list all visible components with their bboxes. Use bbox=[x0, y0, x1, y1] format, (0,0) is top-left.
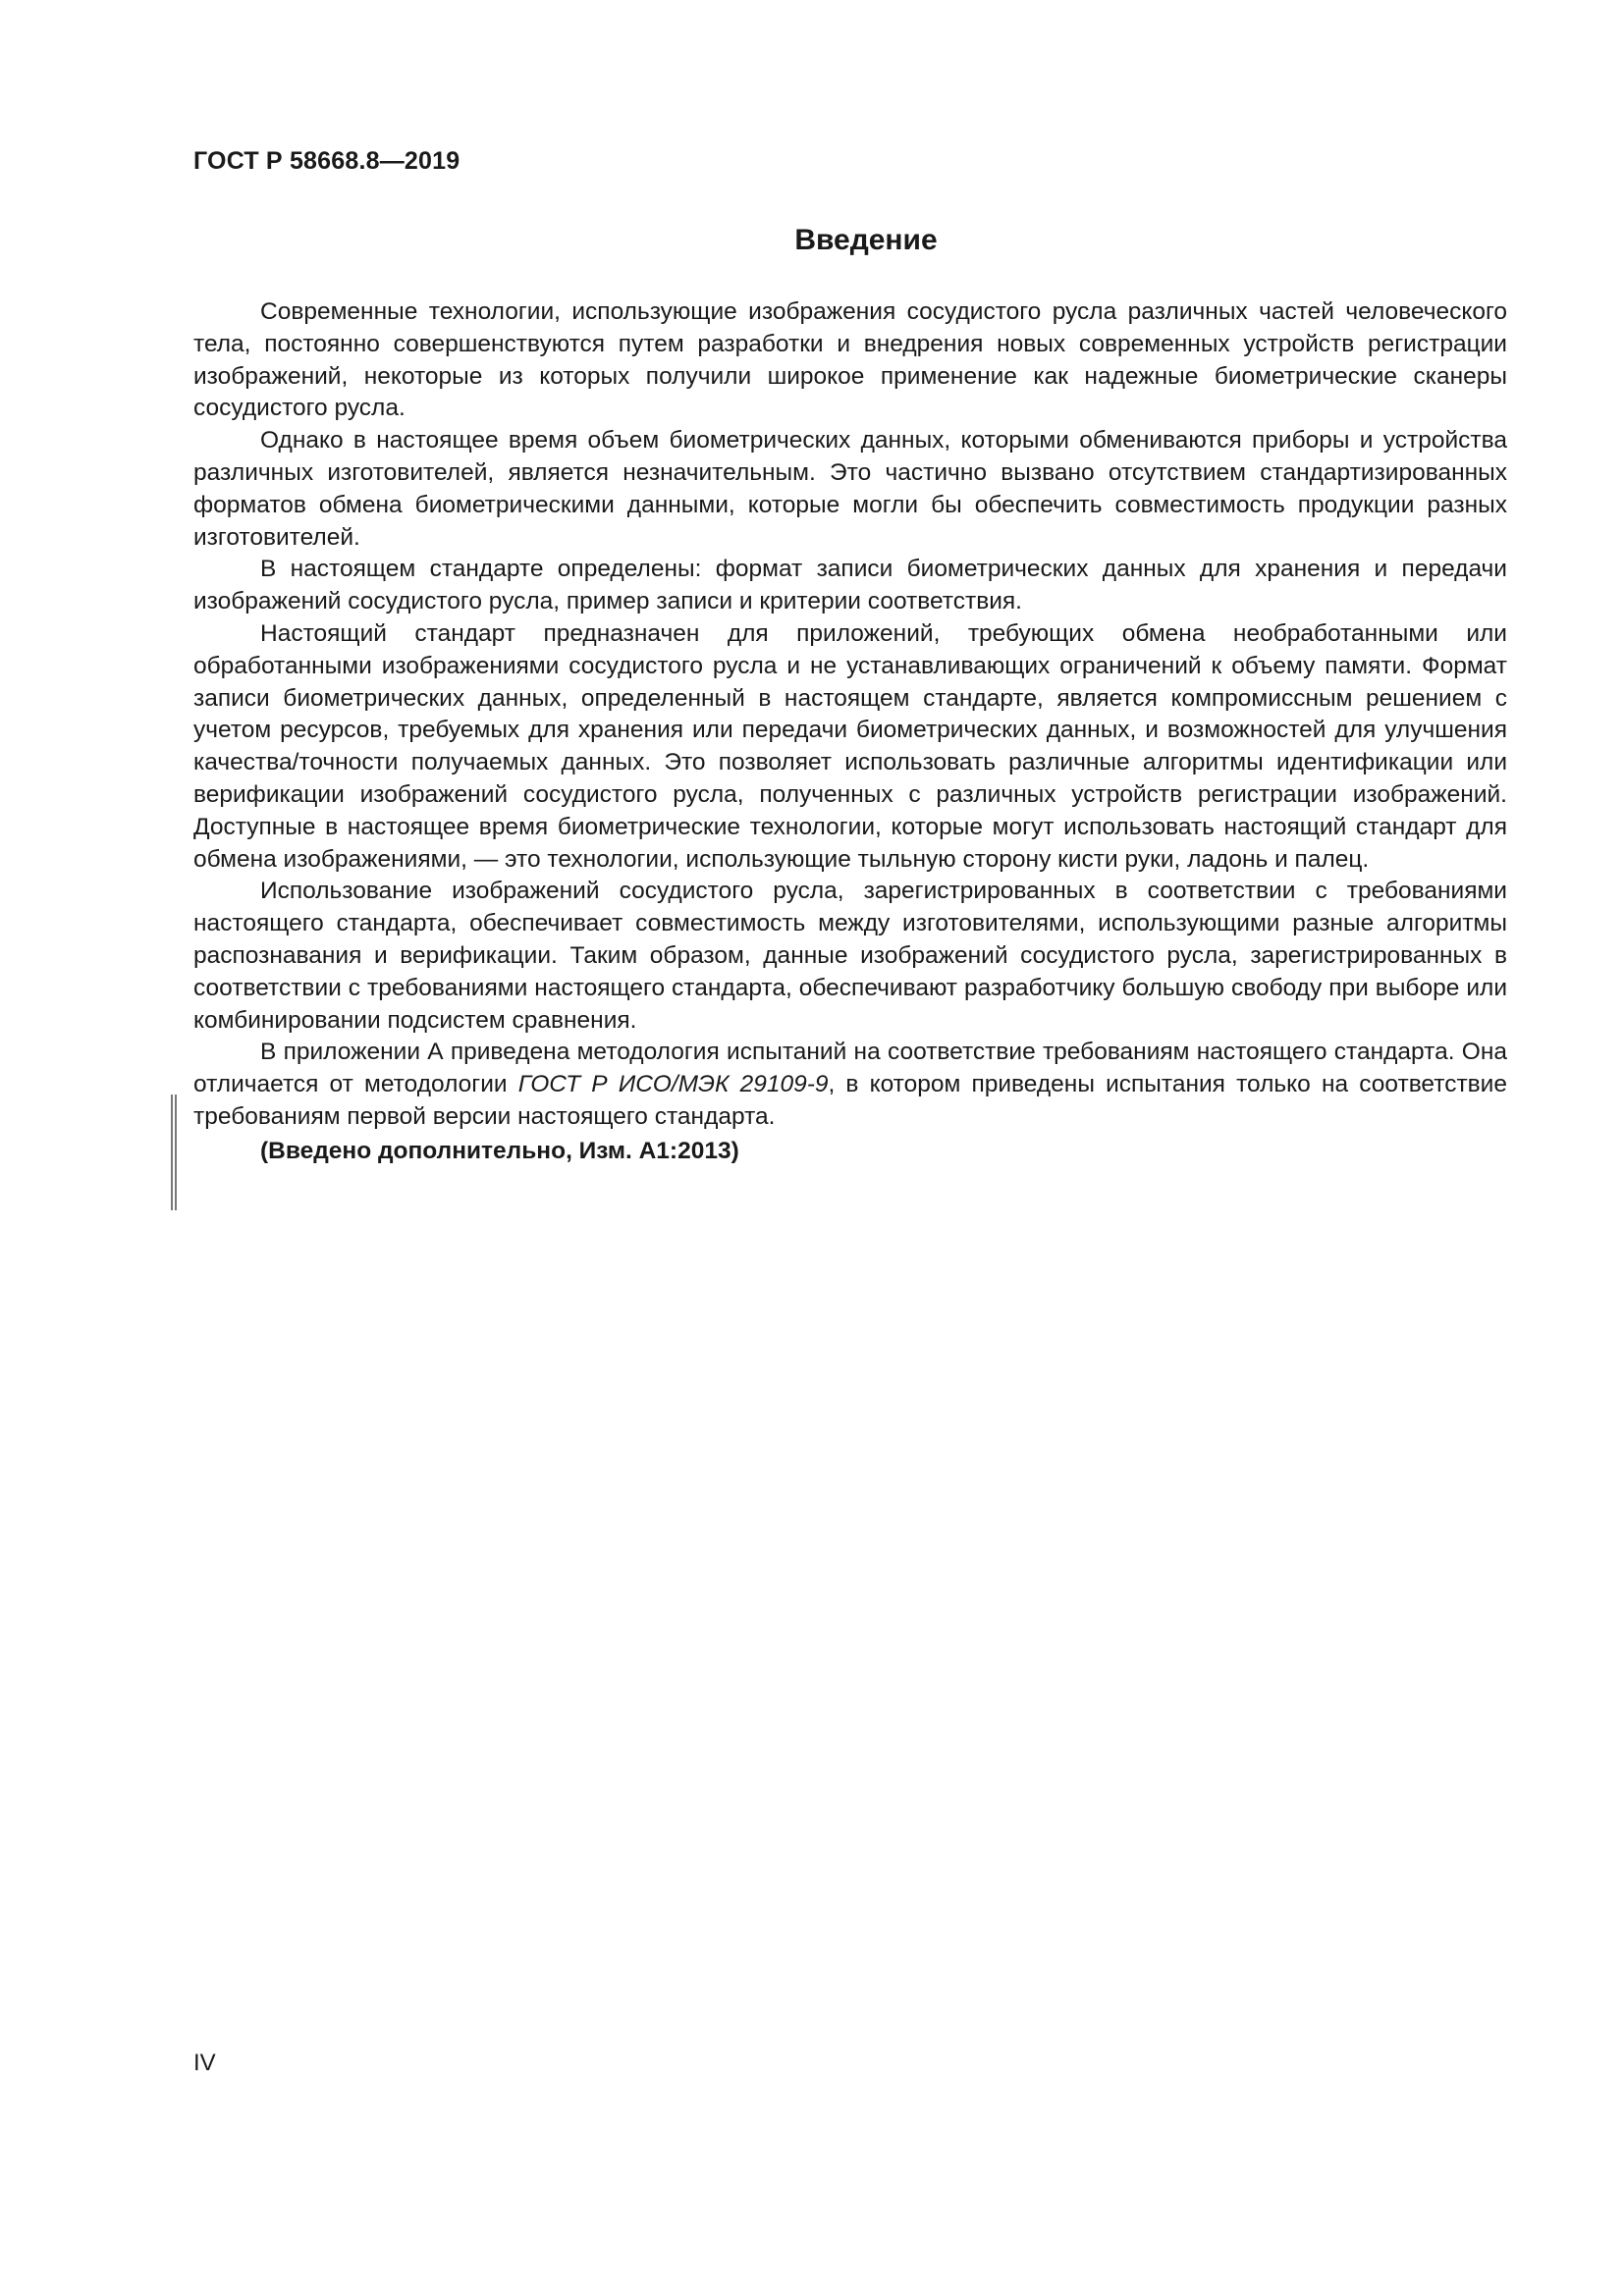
amendment-note: (Введено дополнительно, Изм. А1:2013) bbox=[260, 1137, 739, 1164]
page-number: IV bbox=[193, 2050, 216, 2076]
paragraph-5: Использование изображений сосудистого русла, зарегистрированных в соответствии с требованиями настоящего стандарта, обеспечивает совместимость между изготовителями, использующими разные алгоритмы распознавания и верификации. Таким образом, данные изображений сосудистого русла, зарегистрированных в соответствии с требованиями настоящего стандарта, обеспечивают разработчику большую свободу при выборе или комбинировании подсистем сравнения. bbox=[193, 878, 1507, 1034]
standard-reference: ГОСТ Р ИСО/МЭК 29109-9 bbox=[517, 1071, 829, 1098]
document-code: ГОСТ Р 58668.8—2019 bbox=[193, 147, 460, 175]
paragraph-6 bbox=[193, 1037, 1507, 1133]
paragraph-6-text-start: В приложении А приведена методология испытаний на соответствие требованиям настоящего стандарта. Она отличается от методологии bbox=[193, 1039, 1507, 1098]
paragraph-2: Однако в настоящее время объем биометрических данных, которыми обмениваются приборы и устройства различных изготовителей, является незначительным. Это частично вызвано отсутствием стандартизированных форматов обмена биометрическими данными, которые могли бы обеспечить совместимость продукции разных изготовителей. bbox=[193, 427, 1507, 551]
document-body bbox=[193, 296, 1507, 1168]
section-title: Введение bbox=[794, 224, 938, 256]
paragraph-3: В настоящем стандарте определены: формат записи биометрических данных для хранения и передачи изображений сосудистого русла, пример записи и критерии соответствия. bbox=[193, 556, 1507, 615]
paragraph-4: Настоящий стандарт предназначен для приложений, требующих обмена необработанными или обработанными изображениями сосудистого русла и не устанавливающих ограничений к объему памяти. Формат записи биометрических данных, определенный в настоящем стандарте, является компромиссным решением с учетом ресурсов, требуемых для хранения или передачи биометрических данных, и возможностей для улучшения качества/точности получаемых данных. Это позволяет использовать различные алгоритмы идентификации или верификации изображений сосудистого русла, полученных с различных устройств регистрации изображений. Доступные в настоящее время биометрические технологии, которые могут использовать настоящий стандарт для обмена изображениями, — это технологии, использующие тыльную сторону кисти руки, ладонь и палец. bbox=[193, 619, 1507, 873]
paragraph-6-text-end: , в котором приведены испытания только на соответствие требованиям первой версии настоящего стандарта. bbox=[193, 1071, 1507, 1130]
amendment-change-bar bbox=[171, 1095, 177, 1210]
paragraph-1: Современные технологии, использующие изображения сосудистого русла различных частей человеческого тела, постоянно совершенствуются путем разработки и внедрения новых современных устройств регистрации изображений, некоторые из которых получили широкое применение как надежные биометрические сканеры сосудистого русла. bbox=[193, 298, 1507, 422]
